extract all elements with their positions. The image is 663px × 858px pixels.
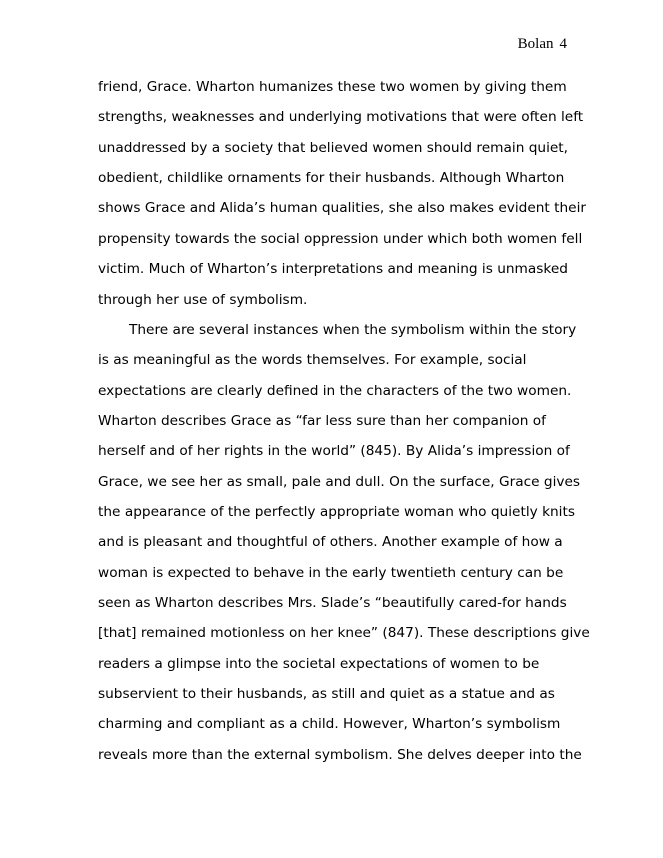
text-line: seen as Wharton describes Mrs. Slade’s “beautifully cared-for hands: [98, 595, 567, 611]
text-line: expectations are clearly defined in the characters of the two women.: [98, 382, 572, 399]
text-line: the appearance of the perfectly appropriate woman who quietly knits: [98, 503, 575, 520]
text-line: reveals more than the external symbolism. She delves deeper into the: [98, 746, 582, 763]
text-line: propensity towards the social oppression under which both women fell: [98, 230, 583, 247]
header-page-number: 4: [559, 36, 567, 52]
text-line: herself and of her rights in the world” (845). By Alida’s impression of: [98, 443, 570, 460]
text-line: through her use of symbolism.: [98, 291, 308, 308]
text-line: [that] remained motionless on her knee” (847). These descriptions give: [98, 625, 590, 642]
text-line: shows Grace and Alida’s human qualities, she also makes evident their: [98, 200, 587, 217]
text-line: charming and compliant as a child. However, Wharton’s symbolism: [98, 716, 561, 733]
text-line: is as meaningful as the words themselves. For example, social: [98, 352, 527, 369]
running-header: [518, 36, 567, 53]
text-line: and is pleasant and thoughtful of others. Another example of how a: [98, 534, 563, 551]
text-line: strengths, weaknesses and underlying motivations that were often left: [98, 109, 584, 126]
text-line: Grace, we see her as small, pale and dull. On the surface, Grace gives: [98, 473, 581, 490]
text-line: There are several instances when the symbolism within the story: [129, 321, 577, 338]
text-line: Wharton describes Grace as “far less sure than her companion of: [98, 412, 547, 429]
text-line: subservient to their husbands, as still and quiet as a statue and as: [98, 686, 555, 702]
text-line: victim. Much of Wharton’s interpretations and meaning is unmasked: [98, 261, 568, 278]
header-author: Bolan: [517, 36, 554, 52]
text-line: readers a glimpse into the societal expectations of women to be: [98, 655, 540, 672]
text-line: obedient, childlike ornaments for their husbands. Although Wharton: [98, 170, 565, 187]
text-line: woman is expected to behave in the early twentieth century can be: [98, 564, 564, 581]
text-line: friend, Grace. Wharton humanizes these two women by giving them: [98, 79, 567, 95]
text-line: unaddressed by a society that believed women should remain quiet,: [98, 139, 569, 156]
